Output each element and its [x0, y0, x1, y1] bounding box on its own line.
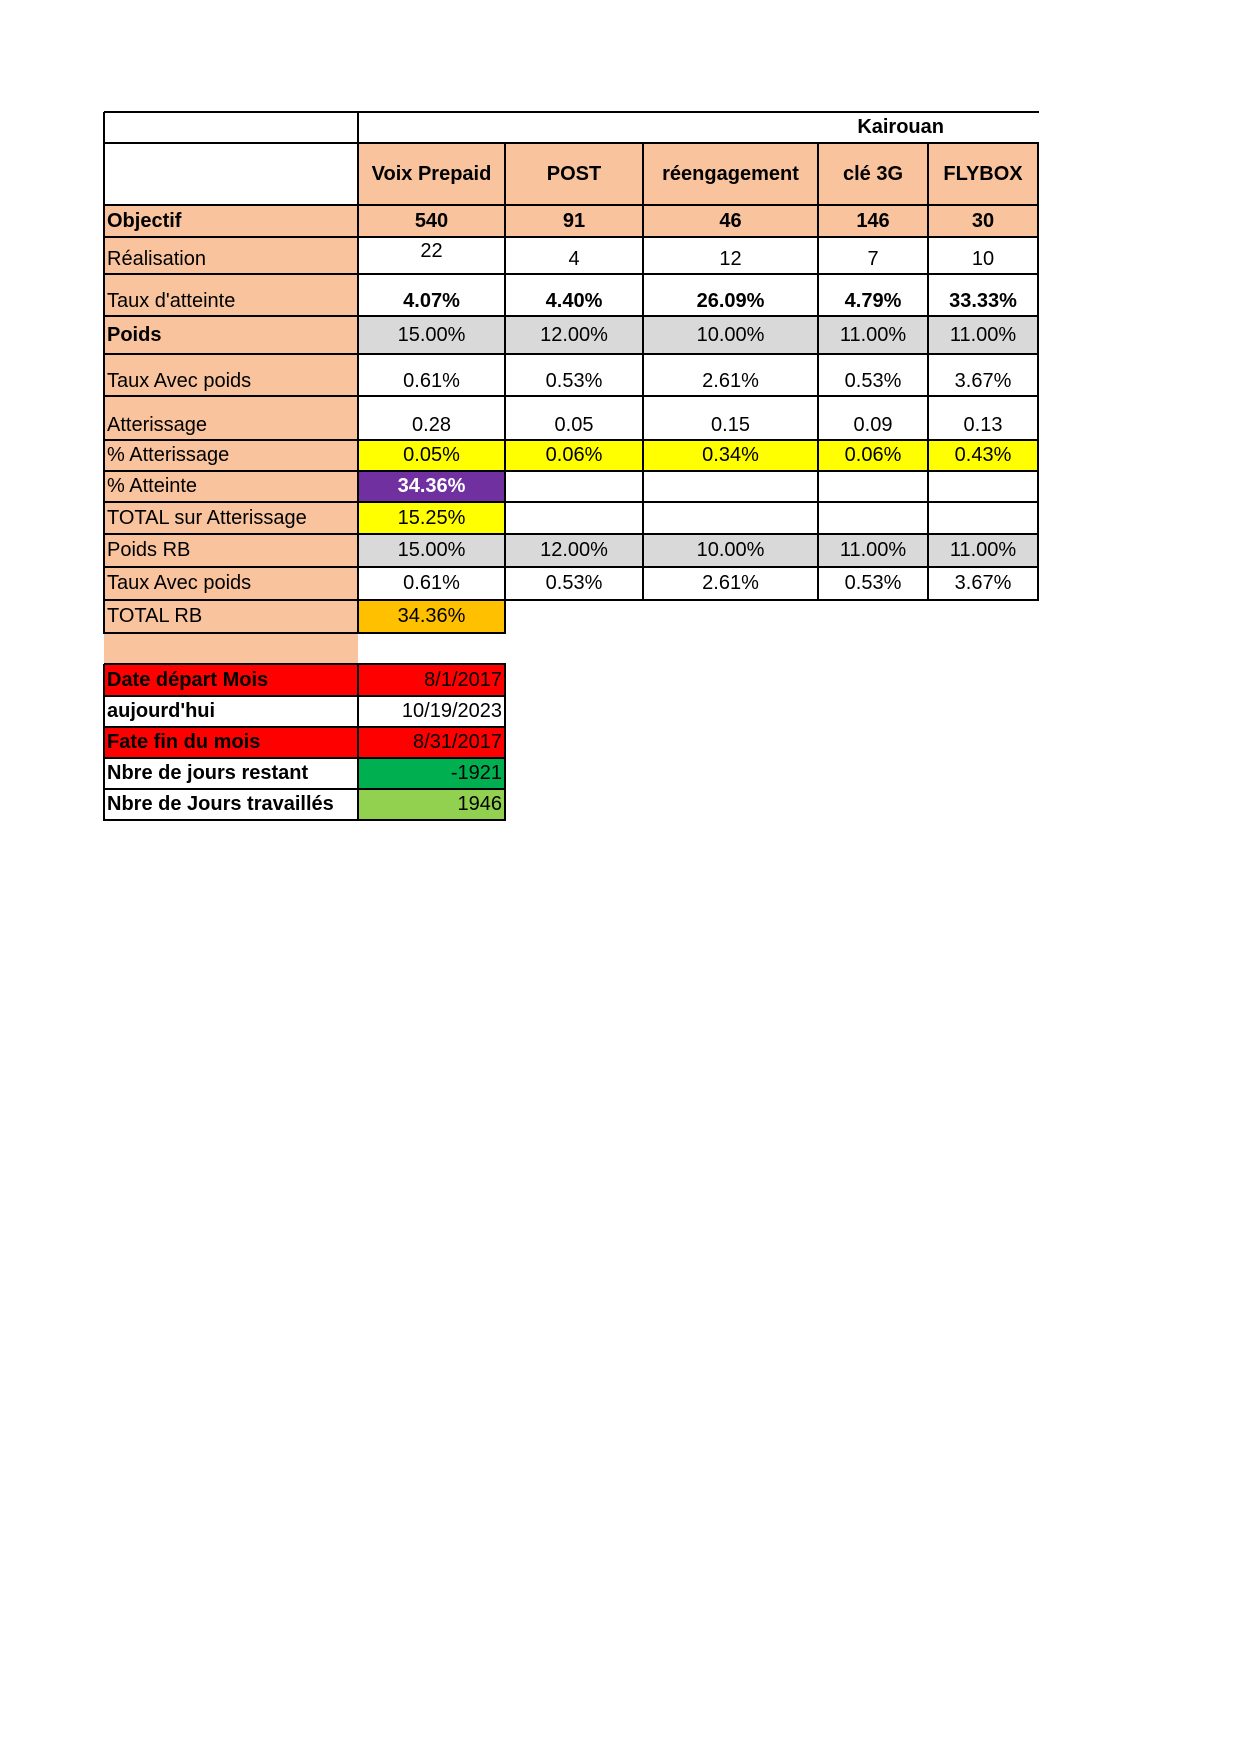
row-label[interactable]: Réalisation — [104, 237, 358, 274]
date-value[interactable]: 8/1/2017 — [358, 664, 505, 696]
table-cell[interactable]: 12.00% — [505, 534, 643, 567]
table-cell[interactable] — [643, 471, 818, 502]
table-cell[interactable]: 15.25% — [358, 502, 505, 534]
table-cell[interactable]: 34.36% — [358, 471, 505, 502]
table-cell[interactable]: 12 — [643, 237, 818, 274]
row-label[interactable]: Poids — [104, 316, 358, 354]
row-label[interactable]: % Atterissage — [104, 440, 358, 471]
column-header[interactable]: réengagement — [643, 143, 818, 205]
table-cell[interactable]: 4.40% — [505, 274, 643, 316]
table-cell[interactable]: 22 — [358, 237, 505, 274]
grid-line — [104, 315, 1039, 317]
table-cell[interactable]: 11.00% — [818, 534, 928, 567]
table-cell[interactable]: 12.00% — [505, 316, 643, 354]
grid-line — [104, 788, 506, 790]
table-cell[interactable] — [818, 471, 928, 502]
row-label[interactable]: % Atteinte — [104, 471, 358, 502]
row-label[interactable]: Poids RB — [104, 534, 358, 567]
row-label[interactable]: Taux Avec poids — [104, 567, 358, 600]
table-cell[interactable]: 0.53% — [505, 567, 643, 600]
table-cell[interactable]: 4.07% — [358, 274, 505, 316]
column-header[interactable]: POST — [505, 143, 643, 205]
table-cell[interactable] — [643, 502, 818, 534]
table-cell[interactable]: 10 — [928, 237, 1038, 274]
table-cell[interactable]: 46 — [643, 205, 818, 237]
grid-line — [357, 112, 359, 634]
grid-line — [104, 663, 506, 665]
table-cell[interactable]: 0.05 — [505, 396, 643, 440]
row-label[interactable]: Atterissage — [104, 396, 358, 440]
grid-line — [104, 439, 1039, 441]
column-header[interactable]: FLYBOX — [928, 143, 1038, 205]
column-header-blank[interactable] — [104, 143, 358, 205]
grid-line — [104, 395, 1039, 397]
grid-line — [104, 470, 1039, 472]
table-cell[interactable]: 0.13 — [928, 396, 1038, 440]
date-label[interactable]: Nbre de jours restant — [104, 758, 358, 789]
grid-line — [104, 533, 1039, 535]
spacer-cell[interactable] — [104, 633, 358, 664]
row-label[interactable]: TOTAL sur Atterissage — [104, 502, 358, 534]
grid-line — [104, 204, 1039, 206]
grid-line — [817, 143, 819, 601]
header-blank-cell[interactable] — [104, 112, 358, 143]
table-cell[interactable]: 0.61% — [358, 567, 505, 600]
table-cell[interactable] — [505, 471, 643, 502]
grid-line — [104, 501, 1039, 503]
date-label[interactable]: Fate fin du mois — [104, 727, 358, 758]
grid-line — [104, 726, 506, 728]
table-cell[interactable]: 0.05% — [358, 440, 505, 471]
grid-line — [104, 632, 506, 634]
table-cell[interactable]: 0.09 — [818, 396, 928, 440]
row-label[interactable]: TOTAL RB — [104, 600, 358, 633]
table-cell[interactable]: 0.53% — [505, 354, 643, 396]
table-cell[interactable]: 0.06% — [818, 440, 928, 471]
table-cell[interactable]: 11.00% — [928, 534, 1038, 567]
table-cell[interactable]: 0.34% — [643, 440, 818, 471]
grid-line — [104, 353, 1039, 355]
table-cell[interactable]: 15.00% — [358, 534, 505, 567]
table-cell[interactable]: 26.09% — [643, 274, 818, 316]
table-cell[interactable]: 10.00% — [643, 534, 818, 567]
table-cell[interactable]: 11.00% — [818, 316, 928, 354]
grid-line — [1037, 143, 1039, 601]
grid-line — [104, 599, 1039, 601]
grid-line — [104, 757, 506, 759]
table-cell[interactable]: 146 — [818, 205, 928, 237]
table-cell[interactable]: 4 — [505, 237, 643, 274]
date-value[interactable]: 10/19/2023 — [358, 696, 505, 727]
column-header[interactable]: Voix Prepaid — [358, 143, 505, 205]
grid-line — [104, 142, 1039, 144]
grid-line — [104, 819, 506, 821]
grid-line — [103, 664, 105, 821]
table-cell[interactable]: 3.67% — [928, 354, 1038, 396]
table-cell[interactable]: 4.79% — [818, 274, 928, 316]
date-label[interactable]: Nbre de Jours travaillés — [104, 789, 358, 820]
grid-line — [104, 695, 506, 697]
date-label[interactable]: aujourd'hui — [104, 696, 358, 727]
table-cell[interactable]: 3.67% — [928, 567, 1038, 600]
grid-line — [104, 566, 1039, 568]
table-cell[interactable] — [928, 502, 1038, 534]
grid-line — [504, 143, 506, 634]
table-cell[interactable]: 30 — [928, 205, 1038, 237]
table-cell[interactable]: 10.00% — [643, 316, 818, 354]
table-cell[interactable]: 2.61% — [643, 567, 818, 600]
table-cell[interactable]: 11.00% — [928, 316, 1038, 354]
table-cell[interactable]: 7 — [818, 237, 928, 274]
date-label[interactable]: Date départ Mois — [104, 664, 358, 696]
region-header[interactable]: Kairouan — [358, 112, 1038, 143]
row-label[interactable]: Taux d'atteinte — [104, 274, 358, 316]
table-cell[interactable]: 33.33% — [928, 274, 1038, 316]
table-cell[interactable]: 0.15 — [643, 396, 818, 440]
grid-line — [104, 273, 1039, 275]
date-value[interactable]: 1946 — [358, 789, 505, 820]
table-cell[interactable]: 2.61% — [643, 354, 818, 396]
table-cell[interactable] — [505, 502, 643, 534]
grid-line — [927, 143, 929, 601]
table-cell[interactable]: 91 — [505, 205, 643, 237]
date-value[interactable]: 8/31/2017 — [358, 727, 505, 758]
grid-line — [103, 112, 105, 634]
grid-line — [104, 236, 1039, 238]
table-cell[interactable]: 0.53% — [818, 567, 928, 600]
row-label[interactable]: Taux Avec poids — [104, 354, 358, 396]
date-value[interactable]: -1921 — [358, 758, 505, 789]
table-cell[interactable] — [818, 502, 928, 534]
grid-line — [504, 664, 506, 821]
table-cell[interactable]: 0.28 — [358, 396, 505, 440]
grid-line — [642, 143, 644, 601]
table-cell[interactable]: 34.36% — [358, 600, 505, 633]
row-label[interactable]: Objectif — [104, 205, 358, 237]
grid-line — [357, 664, 359, 821]
table-cell[interactable]: 0.06% — [505, 440, 643, 471]
table-cell[interactable]: 0.43% — [928, 440, 1038, 471]
table-cell[interactable] — [928, 471, 1038, 502]
column-header[interactable]: clé 3G — [818, 143, 928, 205]
table-cell[interactable]: 15.00% — [358, 316, 505, 354]
table-cell[interactable]: 540 — [358, 205, 505, 237]
table-top-border — [104, 111, 1039, 113]
table-cell[interactable]: 0.61% — [358, 354, 505, 396]
table-cell[interactable]: 0.53% — [818, 354, 928, 396]
